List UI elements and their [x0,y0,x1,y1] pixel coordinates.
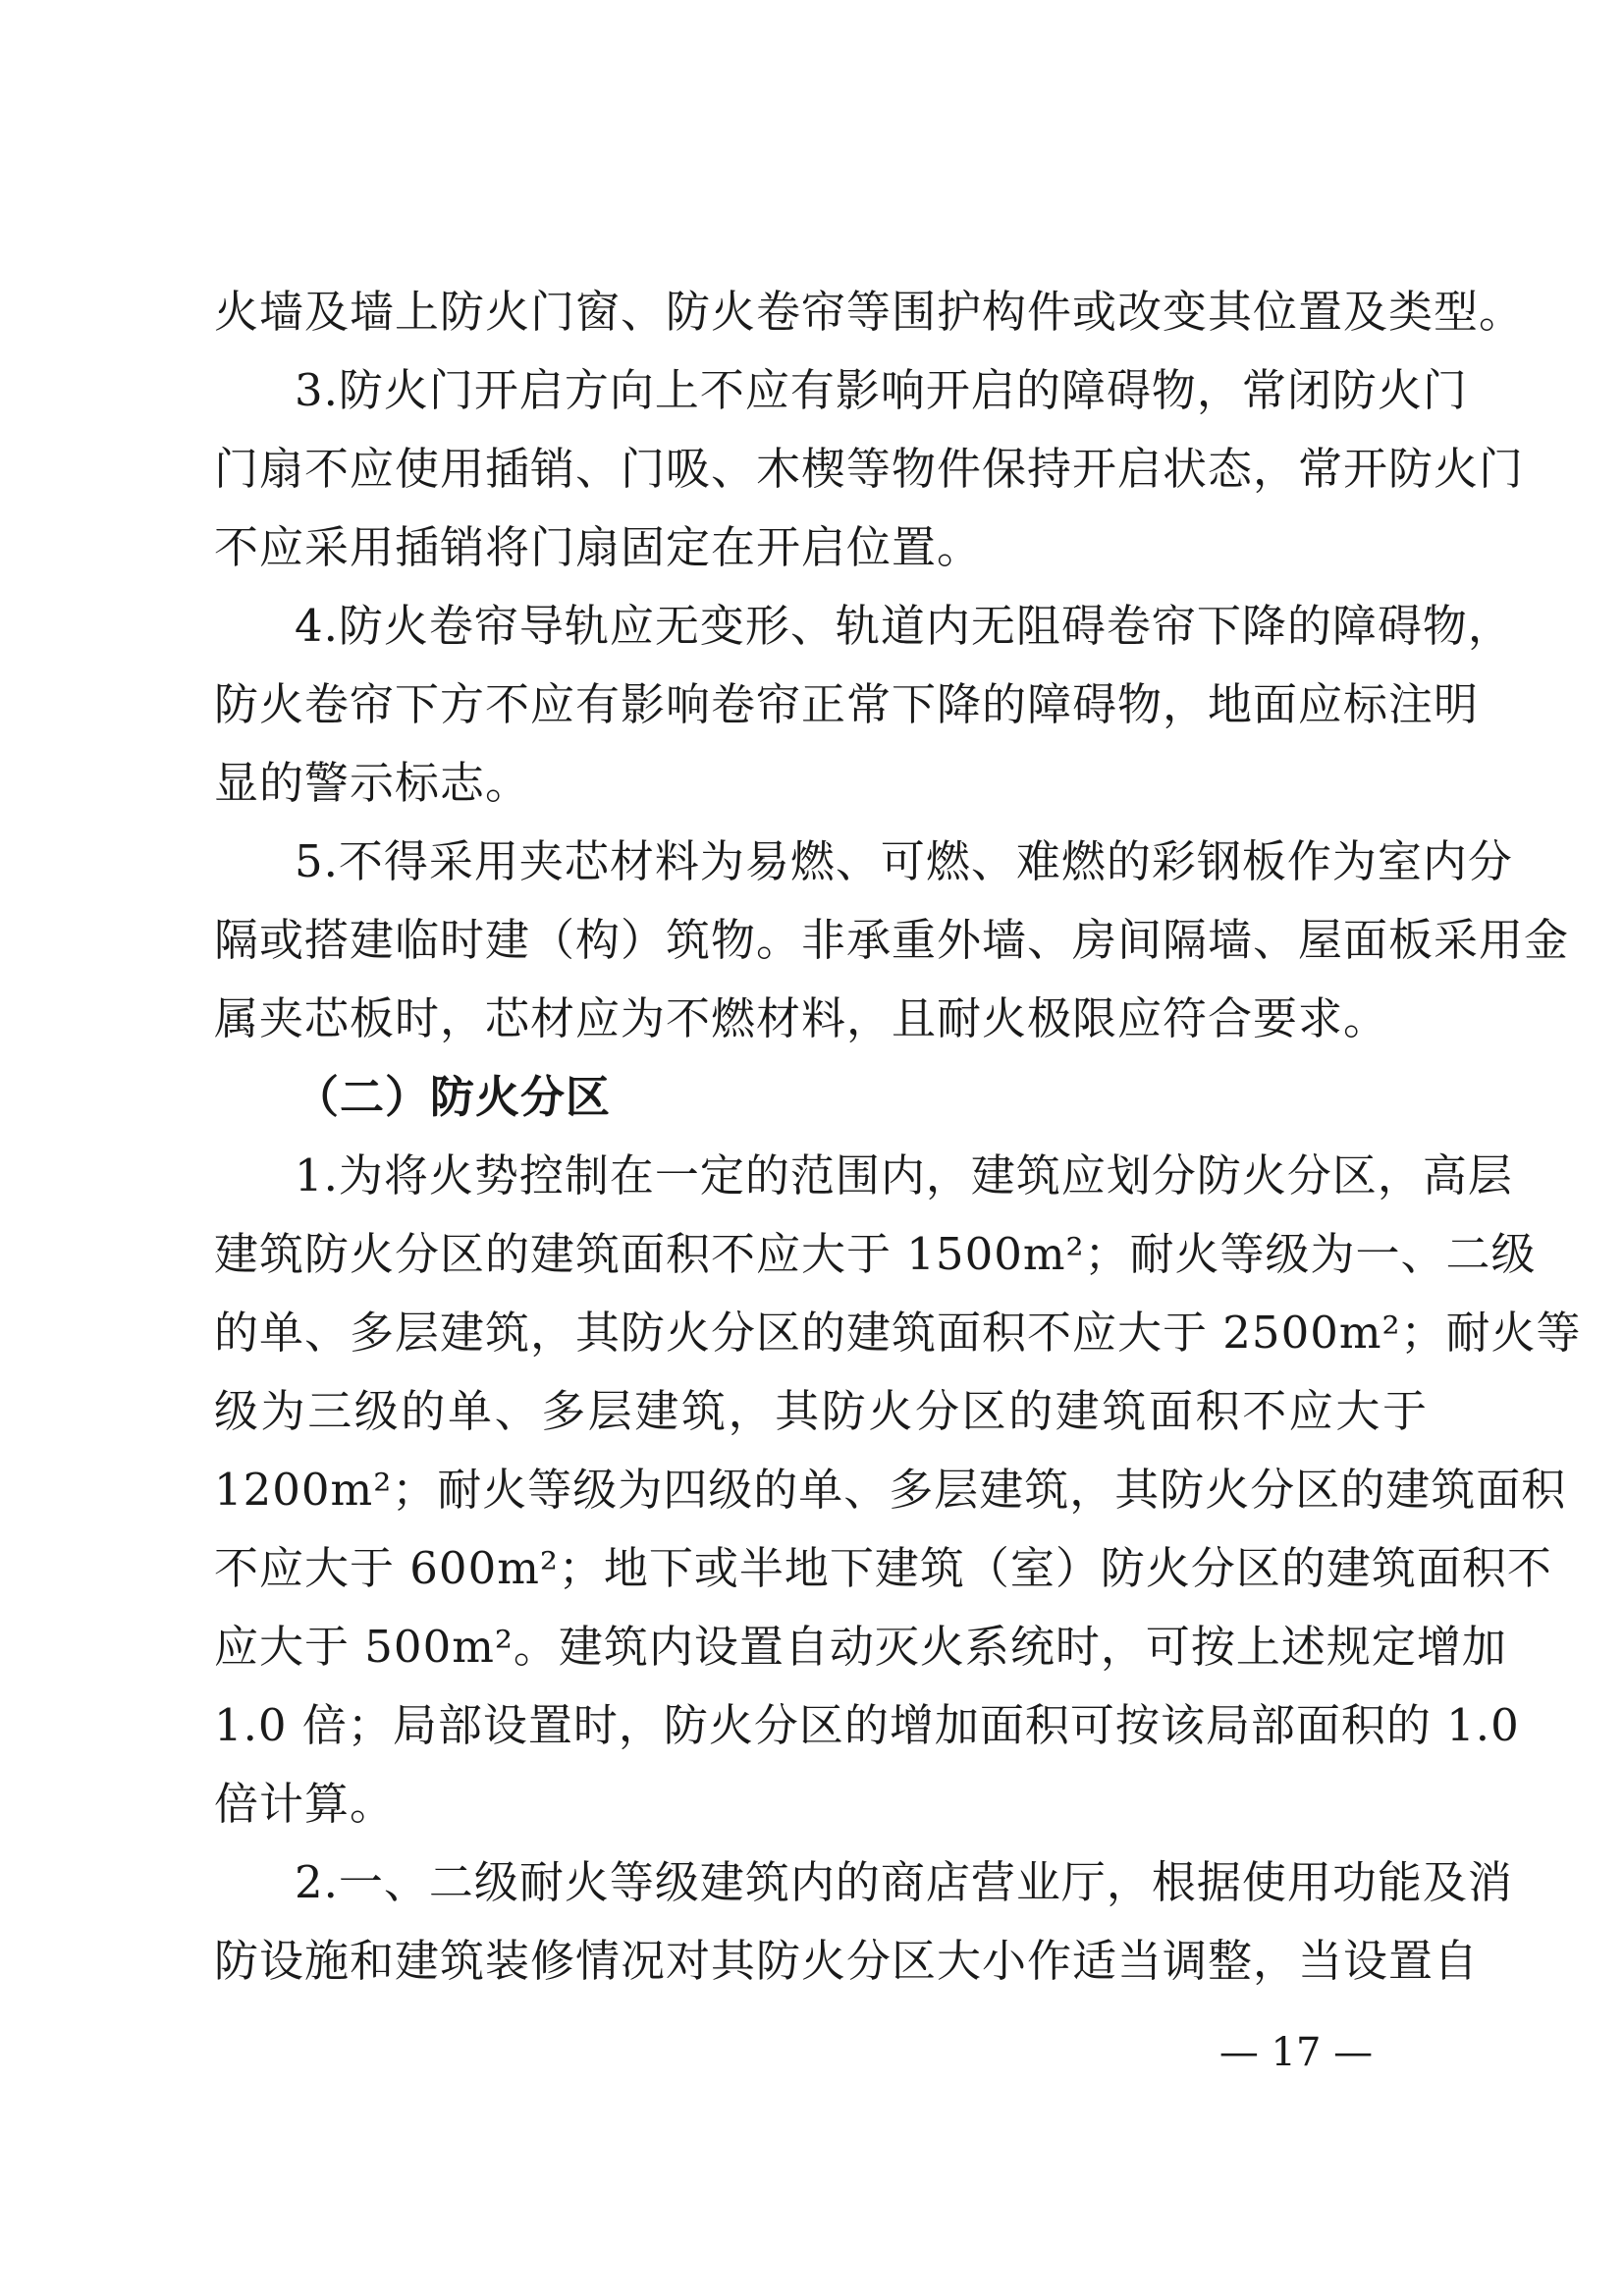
text-line: 门扇不应使用插销、门吸、木楔等物件保持开启状态，常开防火门 [214,443,1525,495]
text-line: 显的警示标志。 [214,757,531,809]
text-line: 应大于 500m²。建筑内设置自动灭火系统时，可按上述规定增加 [214,1621,1507,1673]
text-line: 的单、多层建筑，其防火分区的建筑面积不应大于 2500m²；耐火等 [214,1307,1582,1359]
section-heading: （二）防火分区 [295,1071,612,1123]
text-line: 防设施和建筑装修情况对其防火分区大小作适当调整，当设置自 [214,1935,1480,1987]
text-line: 防火卷帘下方不应有影响卷帘正常下降的障碍物，地面应标注明 [214,678,1480,730]
text-line: 倍计算。 [214,1778,396,1830]
text-line: 火墙及墙上防火门窗、防火卷帘等围护构件或改变其位置及类型。 [214,286,1525,338]
page-number: — 17 — [1218,2030,1374,2075]
text-line: 属夹芯板时，芯材应为不燃材料，且耐火极限应符合要求。 [214,992,1389,1044]
text-line: 不应大于 600m²；地下或半地下建筑（室）防火分区的建筑面积不 [214,1542,1552,1594]
text-line: 1.0 倍；局部设置时，防火分区的增加面积可按该局部面积的 1.0 [214,1699,1520,1751]
text-line: 级为三级的单、多层建筑，其防火分区的建筑面积不应大于 [214,1385,1428,1437]
text-line: 不应采用插销将门扇固定在开启位置。 [214,521,983,573]
text-line: 隔或搭建临时建（构）筑物。非承重外墙、房间隔墙、屋面板采用金 [214,914,1570,966]
text-line: 3.防火门开启方向上不应有影响开启的障碍物，常闭防火门 [295,364,1468,416]
text-line: 1.为将火势控制在一定的范围内，建筑应划分防火分区，高层 [295,1149,1513,1201]
text-line: 建筑防火分区的建筑面积不应大于 1500m²；耐火等级为一、二级 [214,1228,1537,1280]
text-line: 5.不得采用夹芯材料为易燃、可燃、难燃的彩钢板作为室内分 [295,835,1513,887]
text-line: 4.防火卷帘导轨应无变形、轨道内无阻碍卷帘下降的障碍物， [295,600,1513,652]
text-line: 2.一、二级耐火等级建筑内的商店营业厅，根据使用功能及消 [295,1856,1513,1908]
text-line: 1200m²；耐火等级为四级的单、多层建筑，其防火分区的建筑面积 [214,1464,1567,1516]
